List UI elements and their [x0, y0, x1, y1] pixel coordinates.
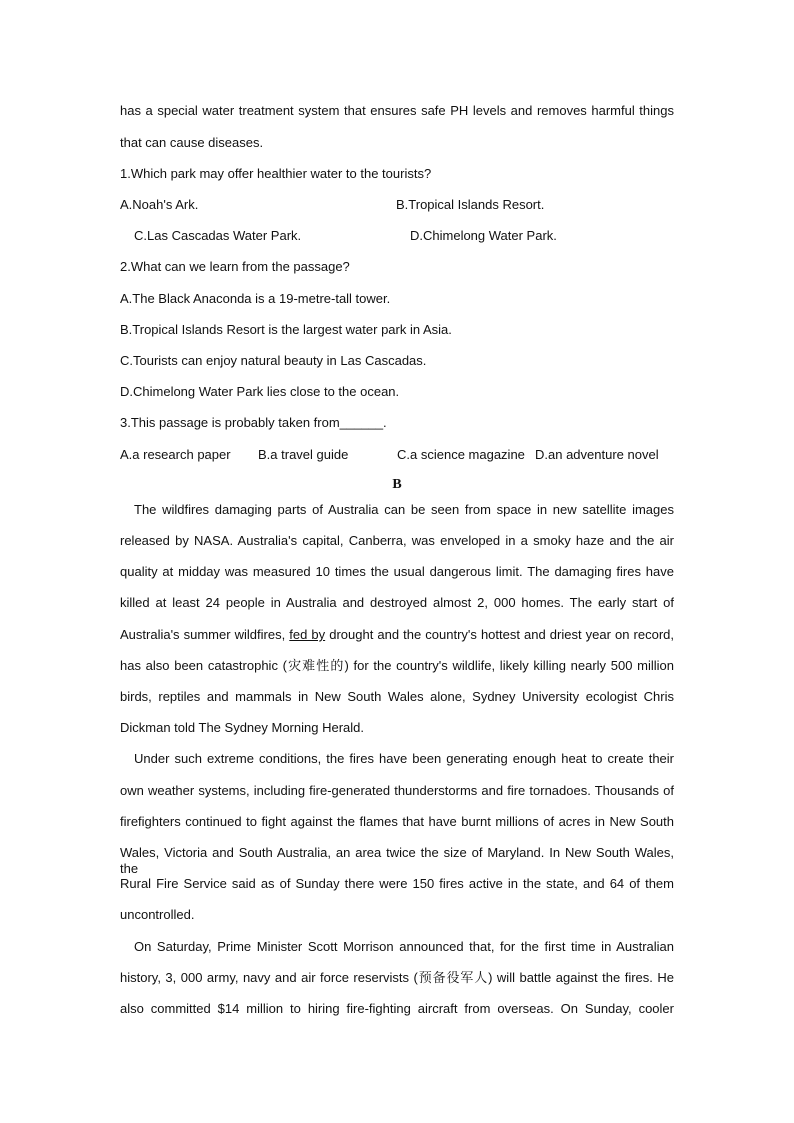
passage-a-line: has a special water treatment system that ensures safe PH levels and removes harmful things: [120, 103, 674, 118]
paragraph-1-line: killed at least 24 people in Australia and destroyed almost 2, 000 homes. The early start of: [120, 595, 674, 610]
paragraph-2-line: own weather systems, including fire-generated thunderstorms and fire tornadoes. Thousands of: [120, 783, 674, 798]
paragraph-2-line: firefighters continued to fight against the flames that have burnt millions of acres in New South: [120, 814, 674, 829]
question-1-option-c: C.Las Cascadas Water Park.: [134, 228, 302, 243]
paragraph-3-line: history, 3, 000 army, navy and air force reservists (预备役军人) will battle against the fires. He: [120, 970, 674, 985]
passage-a-line: that can cause diseases.: [120, 135, 264, 150]
paragraph-1-line: The wildfires damaging parts of Australia can be seen from space in new satellite images: [134, 502, 674, 517]
paragraph-1-line: quality at midday was measured 10 times the usual dangerous limit. The damaging fires have: [120, 564, 674, 579]
paragraph-2-line: Rural Fire Service said as of Sunday there were 150 fires active in the state, and 64 of them: [120, 876, 674, 891]
paragraph-2-line: uncontrolled.: [120, 907, 195, 922]
paragraph-1-line: [120, 627, 674, 643]
question-1-stem: 1.Which park may offer healthier water to the tourists?: [120, 166, 432, 181]
underlined-phrase: fed by: [289, 627, 326, 642]
question-2-option-c: C.Tourists can enjoy natural beauty in Las Cascadas.: [120, 353, 427, 368]
paragraph-1-line: birds, reptiles and mammals in New South Wales alone, Sydney University ecologist Chris: [120, 689, 674, 704]
question-1-option-d: D.Chimelong Water Park.: [410, 228, 557, 243]
question-2-option-d: D.Chimelong Water Park lies close to the ocean.: [120, 384, 400, 399]
question-1-option-a: A.Noah's Ark.: [120, 197, 199, 212]
paragraph-1-line: released by NASA. Australia's capital, Canberra, was enveloped in a smoky haze and the air: [120, 533, 674, 548]
paragraph-1-text: drought and the country's hottest and driest year on record,: [325, 627, 674, 642]
question-2-option-a: A.The Black Anaconda is a 19-metre-tall tower.: [120, 291, 391, 306]
paragraph-3-line: also committed $14 million to hiring fire-fighting aircraft from overseas. On Sunday, cooler: [120, 1001, 674, 1016]
paragraph-2-line: Wales, Victoria and South Australia, an area twice the size of Maryland. In New South Wales, the: [120, 845, 674, 876]
paragraph-1-text: Australia's summer wildfires,: [120, 627, 290, 642]
question-2-option-b: B.Tropical Islands Resort is the largest water park in Asia.: [120, 322, 452, 337]
paragraph-3-line: On Saturday, Prime Minister Scott Morrison announced that, for the first time in Australian: [134, 939, 674, 954]
question-2-stem: 2.What can we learn from the passage?: [120, 259, 350, 274]
paragraph-2-line: Under such extreme conditions, the fires have been generating enough heat to create their: [134, 751, 674, 766]
question-3-option-a: A.a research paper: [120, 447, 231, 462]
question-3-stem: 3.This passage is probably taken from______.: [120, 415, 387, 430]
question-1-option-b: B.Tropical Islands Resort.: [396, 197, 545, 212]
paragraph-1-line: has also been catastrophic (灾难性的) for the country's wildlife, likely killing nearly 500 million: [120, 658, 674, 673]
question-3-option-d: D.an adventure novel: [535, 447, 659, 462]
question-3-option-b: B.a travel guide: [258, 447, 349, 462]
question-3-option-c: C.a science magazine: [397, 447, 525, 462]
paragraph-1-line: Dickman told The Sydney Morning Herald.: [120, 720, 364, 735]
section-b-heading: B: [392, 477, 402, 492]
